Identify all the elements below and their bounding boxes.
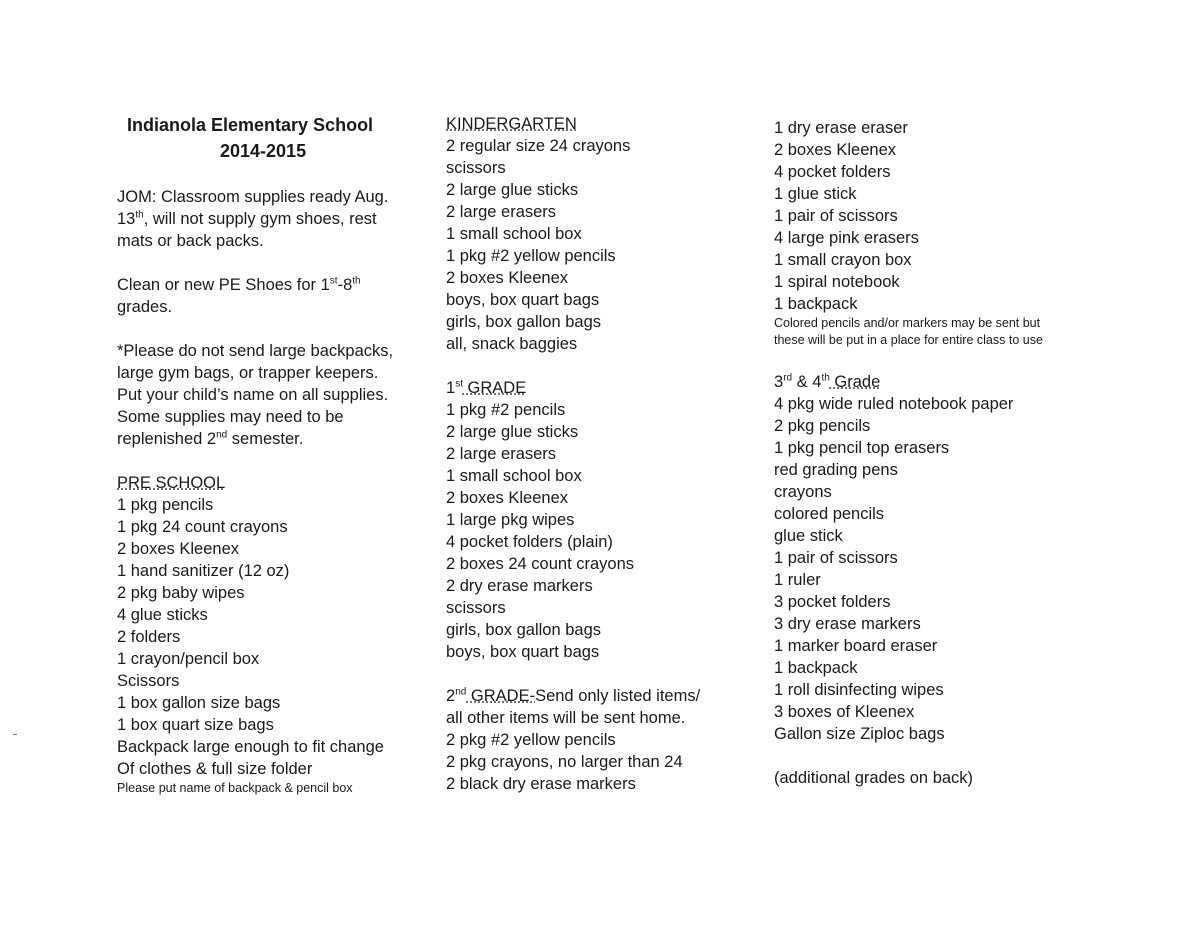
preschool-note: Please put name of backpack & pencil box [117, 781, 353, 795]
list-item: 1 glue stick [774, 185, 857, 203]
list-item: 2 pkg baby wipes [117, 584, 245, 602]
list-item: 1 roll disinfecting wipes [774, 681, 944, 699]
list-item: 1 pair of scissors [774, 549, 898, 567]
list-item: 3 boxes of Kleenex [774, 703, 915, 721]
list-item: 1 pair of scissors [774, 207, 898, 225]
list-item: Scissors [117, 672, 180, 690]
list-item: 2 large erasers [446, 203, 557, 221]
list-item: 1 marker board eraser [774, 637, 938, 655]
pe-shoes-line: Clean or new PE Shoes for 1st-8th [117, 275, 361, 294]
second-grade-note [774, 315, 1104, 349]
column-1 [117, 112, 417, 797]
list-item: 2 large erasers [446, 445, 557, 463]
list-item: 1 small school box [446, 225, 582, 243]
list-item: 2 large glue sticks [446, 423, 579, 441]
list-item: 2 large glue sticks [446, 181, 579, 199]
list-item: 2 dry erase markers [446, 577, 593, 595]
jom-line-2: 13th, will not supply gym shoes, rest [117, 209, 377, 228]
pe-shoes-line-2: grades. [117, 298, 173, 316]
third-fourth-heading: 3rd & 4th Grade [774, 372, 881, 391]
list-item: 1 backpack [774, 295, 858, 313]
list-item: crayons [774, 483, 832, 501]
list-item: 2 pkg #2 yellow pencils [446, 731, 616, 749]
list-item: 1 crayon/pencil box [117, 650, 260, 668]
first-grade-list [446, 399, 746, 663]
school-name: Indianola Elementary School [127, 115, 374, 135]
preschool-heading: PRE SCHOOL [117, 474, 226, 492]
list-item: 1 pkg pencil top erasers [774, 439, 950, 457]
scan-mark [13, 734, 17, 735]
note-line: Some supplies may need to be [117, 408, 344, 426]
second-grade-list [446, 729, 746, 795]
list-item: Backpack large enough to fit change [117, 738, 384, 756]
list-item: 2 boxes Kleenex [446, 269, 569, 287]
additional-grades-note: (additional grades on back) [774, 769, 974, 787]
list-item: 2 boxes Kleenex [774, 141, 897, 159]
list-item: 2 pkg crayons, no larger than 24 [446, 753, 683, 771]
list-item: 1 pkg pencils [117, 496, 214, 514]
list-item: 4 large pink erasers [774, 229, 919, 247]
list-item: boys, box quart bags [446, 291, 600, 309]
jom-line-1: JOM: Classroom supplies ready Aug. [117, 188, 389, 206]
list-item: 2 boxes Kleenex [446, 489, 569, 507]
list-item: 1 spiral notebook [774, 273, 900, 291]
note-last-line: replenished 2nd semester. [117, 429, 304, 448]
school-year: 2014-2015 [220, 141, 307, 161]
third-fourth-list [774, 393, 1104, 745]
list-item: Of clothes & full size folder [117, 760, 313, 778]
list-item: scissors [446, 159, 506, 177]
note-line: large gym bags, or trapper keepers. [117, 364, 379, 382]
note-line: *Please do not send large backpacks, [117, 342, 394, 360]
kindergarten-heading: KINDERGARTEN [446, 115, 577, 133]
list-item: 1 small crayon box [774, 251, 912, 269]
list-item: 3 dry erase markers [774, 615, 921, 633]
list-item: 1 dry erase eraser [774, 119, 908, 137]
second-grade-heading-line-2: all other items will be sent home. [446, 709, 686, 727]
jom-line-3: mats or back packs. [117, 232, 264, 250]
list-item: 4 pkg wide ruled notebook paper [774, 395, 1014, 413]
preschool-list [117, 494, 417, 780]
note-block [117, 340, 417, 428]
list-item: red grading pens [774, 461, 898, 479]
kindergarten-list [446, 135, 746, 355]
list-item: boys, box quart bags [446, 643, 600, 661]
column-3 [774, 117, 1104, 789]
note-line: Put your child’s name on all supplies. [117, 386, 389, 404]
note-line: these will be put in a place for entire class to use [774, 333, 1043, 347]
list-item: 2 boxes Kleenex [117, 540, 240, 558]
list-item: 1 box gallon size bags [117, 694, 281, 712]
list-item: glue stick [774, 527, 843, 545]
first-grade-heading: 1st GRADE [446, 378, 527, 397]
list-item: 1 hand sanitizer (12 oz) [117, 562, 290, 580]
note-line: Colored pencils and/or markers may be sent but [774, 316, 1041, 330]
list-item: 1 small school box [446, 467, 582, 485]
list-item: all, snack baggies [446, 335, 578, 353]
list-item: girls, box gallon bags [446, 621, 602, 639]
list-item: 1 ruler [774, 571, 821, 589]
list-item: 2 pkg pencils [774, 417, 871, 435]
list-item: 1 large pkg wipes [446, 511, 575, 529]
list-item: colored pencils [774, 505, 885, 523]
column-2 [446, 113, 746, 795]
list-item: 1 pkg #2 yellow pencils [446, 247, 616, 265]
list-item: 1 pkg 24 count crayons [117, 518, 288, 536]
second-grade-heading: 2nd GRADE-Send only listed items/ [446, 686, 701, 705]
list-item: girls, box gallon bags [446, 313, 602, 331]
second-grade-list-continued [774, 117, 1104, 315]
list-item: scissors [446, 599, 506, 617]
list-item: 1 backpack [774, 659, 858, 677]
list-item: 4 pocket folders [774, 163, 891, 181]
list-item: 2 black dry erase markers [446, 775, 636, 793]
list-item: 4 pocket folders (plain) [446, 533, 613, 551]
list-item: 2 regular size 24 crayons [446, 137, 631, 155]
list-item: 1 pkg #2 pencils [446, 401, 566, 419]
list-item: Gallon size Ziploc bags [774, 725, 945, 743]
list-item: 1 box quart size bags [117, 716, 274, 734]
list-item: 2 boxes 24 count crayons [446, 555, 635, 573]
list-item: 3 pocket folders [774, 593, 891, 611]
list-item: 2 folders [117, 628, 181, 646]
list-item: 4 glue sticks [117, 606, 208, 624]
